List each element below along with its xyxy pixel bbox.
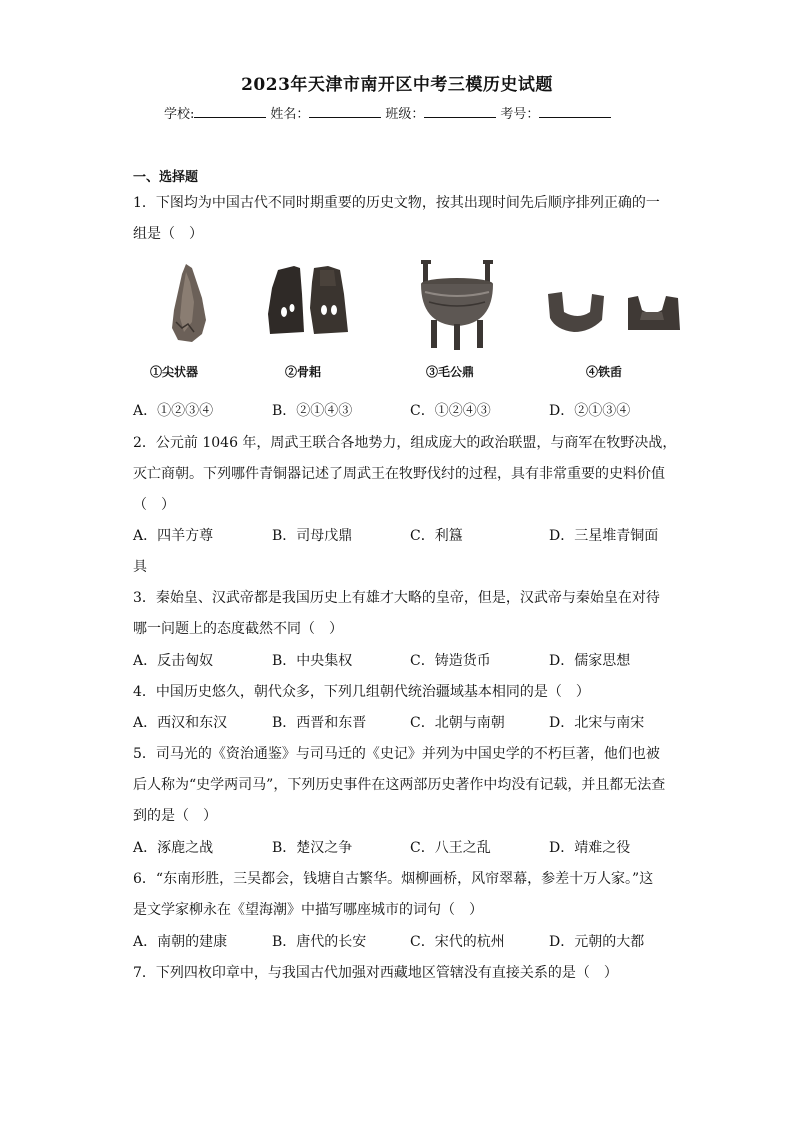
- q3-line-1: 3．秦始皇、汉武帝都是我国历史上有雄才大略的皇帝，但是，汉武帝与秦始皇在对待: [133, 590, 660, 606]
- name-blank: [309, 105, 381, 118]
- caption-stone-point: ①尖状器: [150, 365, 199, 379]
- q1-line-1: 1．下图均为中国古代不同时期重要的历史文物，按其出现时间先后顺序排列正确的一: [133, 195, 660, 211]
- q3-option-b[interactable]: B．中央集权: [272, 653, 353, 669]
- q5-line-2: 后人称为“史学两司马”，下列历史事件在这两部历史著作中均没有记载，并且都无法查: [133, 777, 666, 793]
- name-label: 姓名：: [270, 107, 310, 122]
- exam-no-blank: [539, 105, 611, 118]
- caption-bone-spade: ②骨耜: [285, 365, 322, 379]
- q6-option-d[interactable]: D．元朝的大都: [549, 934, 645, 950]
- q5-line-1: 5．司马光的《资治通鉴》与司马迁的《史记》并列为中国史学的不朽巨著，他们也被: [133, 746, 660, 762]
- q3-option-a[interactable]: A．反击匈奴: [133, 653, 214, 669]
- q4-option-d[interactable]: D．北宋与南宋: [549, 715, 645, 731]
- q1-line-2: 组是（ ）: [133, 226, 203, 242]
- q6-line-2: 是文学家柳永在《望海潮》中描写哪座城市的词句（ ）: [133, 902, 483, 918]
- q5-line-3: 到的是（ ）: [133, 808, 217, 824]
- q2-option-c[interactable]: C．利簋: [410, 528, 463, 544]
- q7-line-1: 7．下列四枚印章中，与我国古代加强对西藏地区管辖没有直接关系的是（ ）: [133, 965, 618, 981]
- q5-option-c[interactable]: C．八王之乱: [410, 840, 491, 856]
- q2-option-d[interactable]: D．三星堆青铜面: [549, 528, 659, 544]
- class-blank: [424, 105, 496, 118]
- q4-line-1: 4．中国历史悠久，朝代众多，下列几组朝代统治疆域基本相同的是（ ）: [133, 684, 590, 700]
- exam-no-label: 考号：: [500, 107, 540, 122]
- exam-title: 2023年天津市南开区中考三模历史试题: [241, 75, 553, 95]
- q4-option-b[interactable]: B．西晋和东晋: [272, 715, 367, 731]
- stone-point-image: [168, 262, 208, 344]
- q2-line-1: 2．公元前 1046 年，周武王联合各地势力，组成庞大的政治联盟，与商军在牧野决战，: [133, 435, 677, 451]
- mao-gong-ding-image: [417, 258, 497, 352]
- caption-mao-gong-ding: ③毛公鼎: [426, 365, 475, 379]
- q5-option-b[interactable]: B．楚汉之争: [272, 840, 353, 856]
- q2-option-b[interactable]: B．司母戊鼎: [272, 528, 353, 544]
- q3-option-c[interactable]: C．铸造货币: [410, 653, 491, 669]
- q2-line-3: （ ）: [133, 497, 175, 513]
- q1-option-c[interactable]: C．①②④③: [410, 403, 491, 419]
- q2-line-2: 灭亡商朝。下列哪件青铜器记述了周武王在牧野伐纣的过程，具有非常重要的史料价值: [133, 466, 665, 482]
- q6-line-1: 6．“东南形胜，三吴都会，钱塘自古繁华。烟柳画桥，风帘翠幕，参差十万人家。”这: [133, 871, 654, 887]
- q1-option-a[interactable]: A．①②③④: [133, 403, 214, 419]
- q2-line-4: 具: [133, 559, 147, 575]
- class-label: 班级：: [385, 107, 425, 122]
- q6-option-b[interactable]: B．唐代的长安: [272, 934, 367, 950]
- q2-option-a[interactable]: A．四羊方尊: [133, 528, 214, 544]
- section-heading: 一、选择题: [133, 170, 199, 185]
- q4-option-a[interactable]: A．西汉和东汉: [133, 715, 228, 731]
- q5-option-a[interactable]: A．涿鹿之战: [133, 840, 214, 856]
- q6-option-c[interactable]: C．宋代的杭州: [410, 934, 505, 950]
- caption-iron-spade: ④铁臿: [586, 365, 623, 379]
- q5-option-d[interactable]: D．靖难之役: [549, 840, 631, 856]
- q6-option-a[interactable]: A．南朝的建康: [133, 934, 228, 950]
- q1-option-b[interactable]: B．②①④③: [272, 403, 353, 419]
- bone-spade-image: [264, 264, 350, 336]
- q3-option-d[interactable]: D．儒家思想: [549, 653, 631, 669]
- school-label: 学校:: [164, 107, 195, 122]
- iron-spade-image: [546, 290, 686, 334]
- q1-option-d[interactable]: D．②①③④: [549, 403, 631, 419]
- student-info-row: [164, 103, 615, 122]
- school-blank: [194, 105, 266, 118]
- q4-option-c[interactable]: C．北朝与南朝: [410, 715, 505, 731]
- q3-line-2: 哪一问题上的态度截然不同（ ）: [133, 621, 343, 637]
